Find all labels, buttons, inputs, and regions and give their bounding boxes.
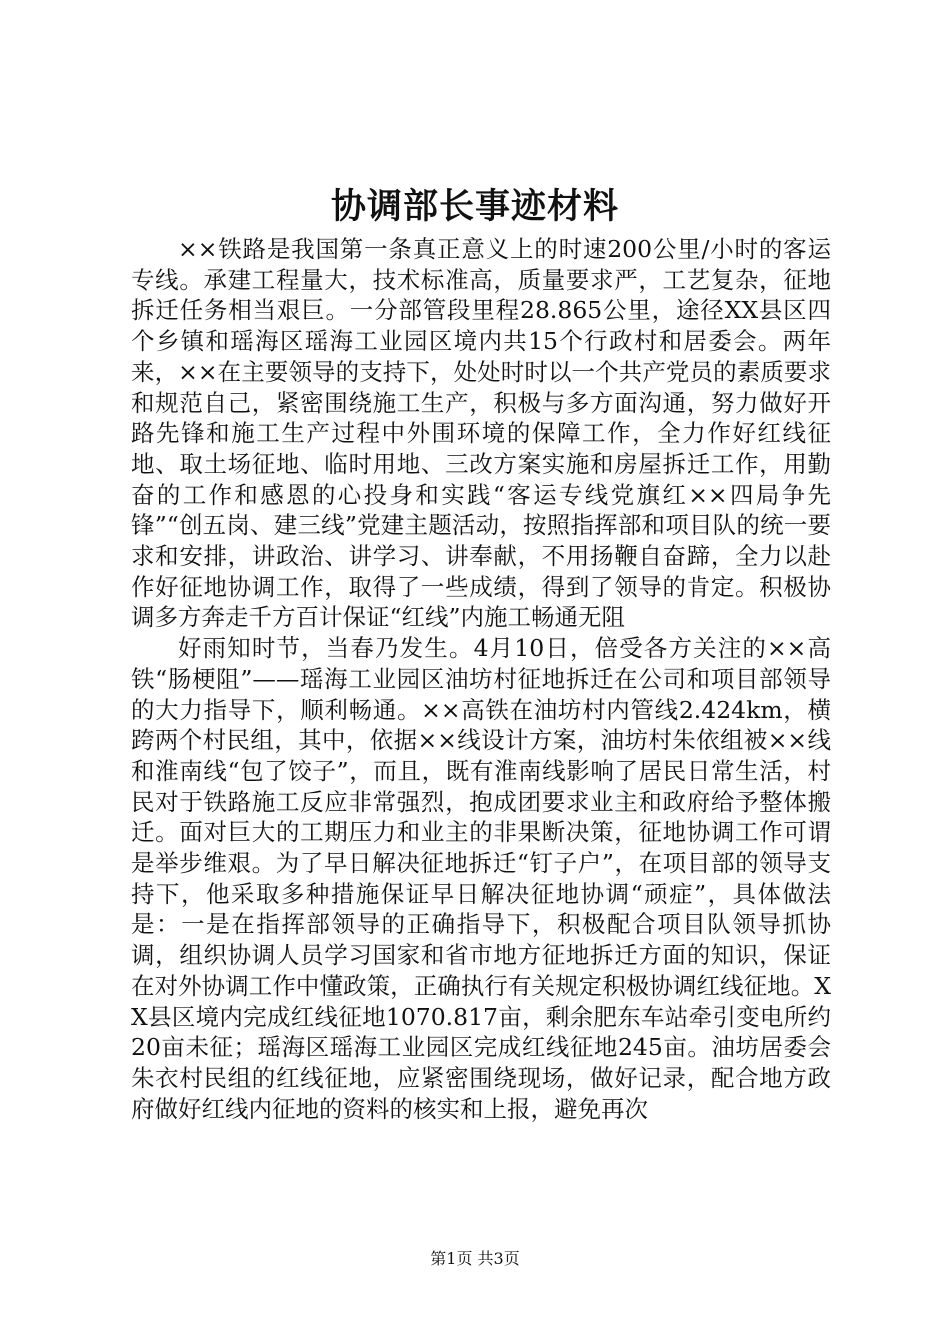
page-number-footer: 第1页 共3页 bbox=[430, 1249, 520, 1268]
document-title: 协调部长事迹材料 bbox=[330, 186, 619, 227]
body-paragraph: 好雨知时节，当春乃发生。4月10日，倍受各方关注的××高铁“肠梗阻”——瑶海工业园区油坊村征地拆迁在公司和项目部领导的大力指导下，顺利畅通。××高铁在油坊村内管线2.424km，横跨两个村民组，其中，依据××线设计方案，油坊村朱依组被××线和淮南线“包了饺子”，而且，既有淮南线影响了居民日常生活，村民对于铁路施工反应非常强烈，抱成团要求业主和政府给予整体搬迁。面对巨大的工期压力和业主的非果断决策，征地协调工作可谓是举步维艰。为了早日解决征地拆迁“钉子户”，在项目部的领导支持下，他采取多种措施保证早日解决征地协调“顽症”，具体做法是：一是在指挥部领导的正确指导下，积极配合项目队领导抓协调，组织协调人员学习国家和省市地方征地拆迁方面的知识，保证在对外协调工作中懂政策，正确执行有关规定积极协调红线征地。XX县区境内完成红线征地1070.817亩，剩余肥东车站牵引变电所约20亩未征；瑶海区瑶海工业园区完成红线征地245亩。油坊居委会朱衣村民组的红线征地，应紧密围绕现场，做好记录，配合地方政府做好红线内征地的资料的核实和上报，避免再次 bbox=[131, 634, 831, 1123]
document-body bbox=[131, 234, 831, 1124]
body-paragraph: ××铁路是我国第一条真正意义上的时速200公里/小时的客运专线。承建工程量大，技术标准高，质量要求严，工艺复杂，征地拆迁任务相当艰巨。一分部管段里程28.865公里，途径XX县区四个乡镇和瑶海区瑶海工业园区境内共15个行政村和居委会。两年来，××在主要领导的支持下，处处时时以一个共产党员的素质要求和规范自己，紧密围绕施工生产，积极与多方面沟通，努力做好开路先锋和施工生产过程中外围环境的保障工作，全力作好红线征地、取土场征地、临时用地、三改方案实施和房屋拆迁工作，用勤奋的工作和感恩的心投身和实践“客运专线党旗红××四局争先锋”“创五岗、建三线”党建主题活动，按照指挥部和项目队的统一要求和安排，讲政治、讲学习、讲奉献，不用扬鞭自奋蹄，全力以赴作好征地协调工作，取得了一些成绩，得到了领导的肯定。积极协调多方奔走千方百计保证“红线”内施工畅通无阻 bbox=[131, 235, 831, 632]
